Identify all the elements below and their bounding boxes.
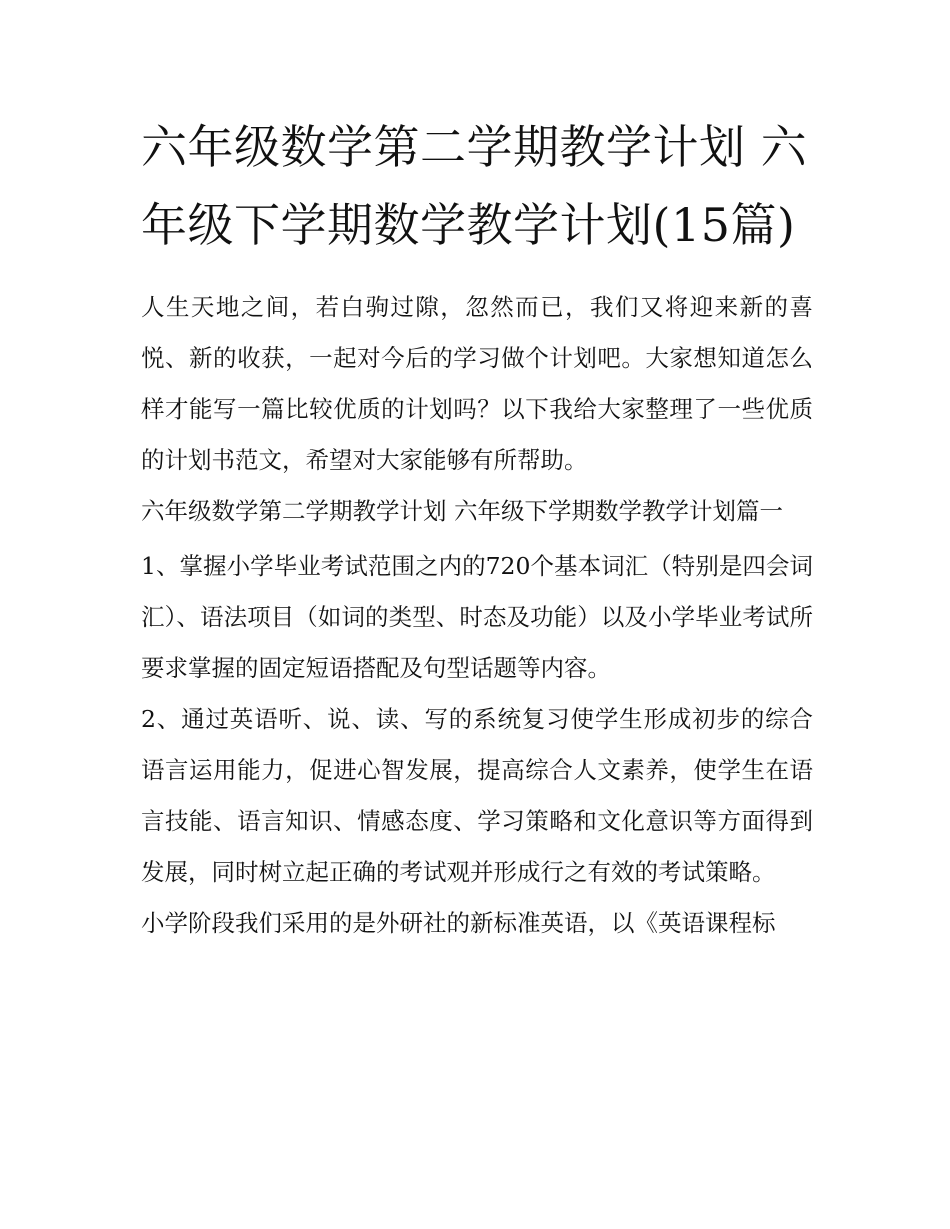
list-item-2: 2、通过英语听、说、读、写的系统复习使学生形成初步的综合语言运用能力，促进心智发展，提高综合人文素养，使学生在语言技能、语言知识、情感态度、学习策略和文化意识等方面得到发展，同时树立起正确的考试观并形成行之有效的考试策略。 bbox=[141, 705, 813, 886]
body-paragraph: 小学阶段我们采用的是外研社的新标准英语，以《英语课程标 bbox=[141, 909, 776, 937]
intro-paragraph: 人生天地之间，若白驹过隙，忽然而已，我们又将迎来新的喜悦、新的收获，一起对今后的学习做个计划吧。大家想知道怎么样才能写一篇比较优质的计划吗？以下我给大家整理了一些优质的计划书范文，希望对大家能够有所帮助。 bbox=[141, 293, 813, 474]
document-page bbox=[141, 108, 813, 949]
document-title: 六年级数学第二学期教学计划 六年级下学期数学教学计划(15篇) bbox=[141, 120, 808, 252]
list-item-1: 1、掌握小学毕业考试范围之内的720个基本词汇（特别是四会词汇）、语法项目（如词的类型、时态及功能）以及小学毕业考试所要求掌握的固定短语搭配及句型话题等内容。 bbox=[141, 552, 813, 682]
section-heading: 六年级数学第二学期教学计划 六年级下学期数学教学计划篇一 bbox=[141, 497, 783, 525]
